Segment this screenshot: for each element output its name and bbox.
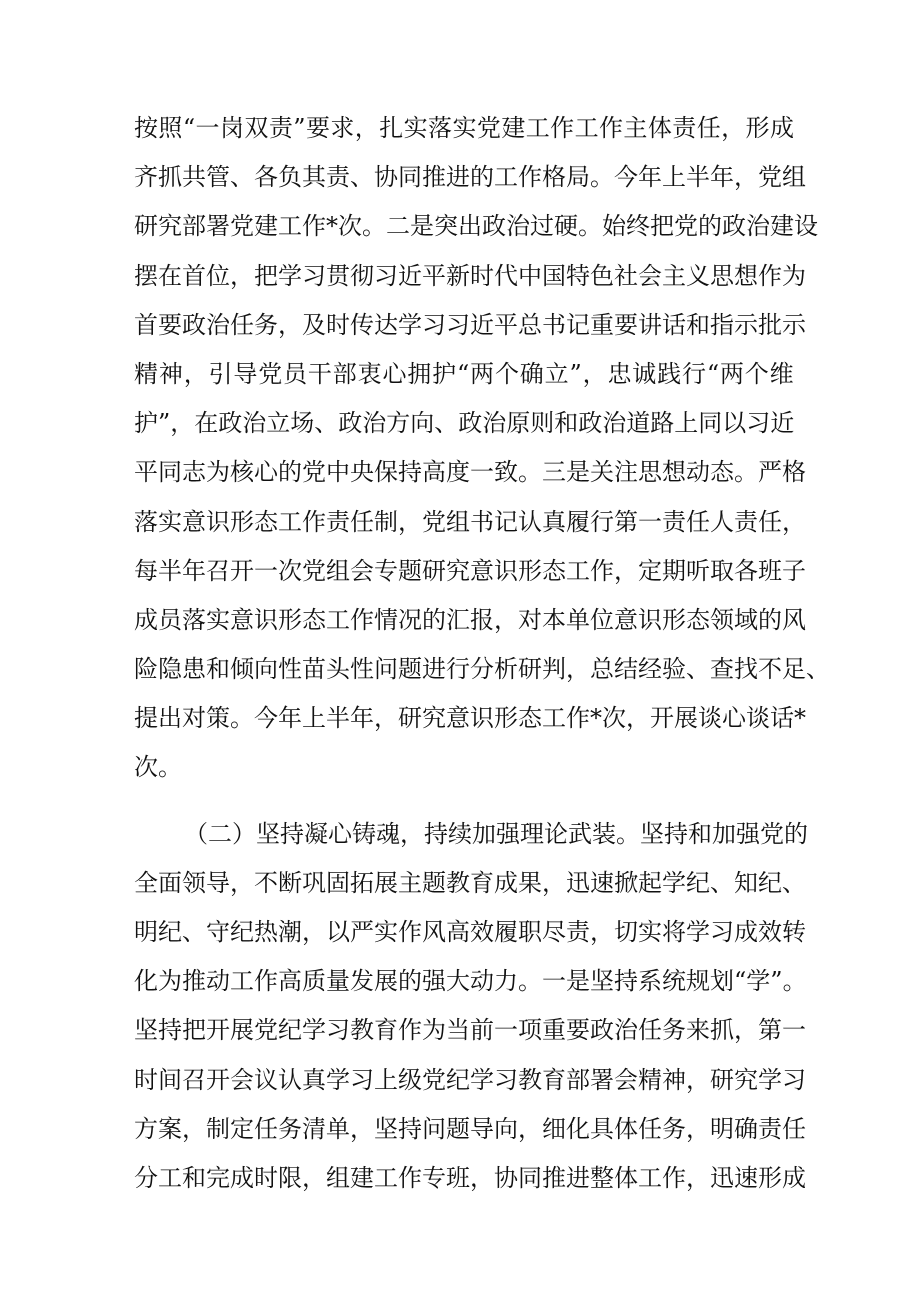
text-line: 护 ” ， 在 政 治 立 场 、 政 治 方 向 、 政 治 原 则 和 政 治 道 路 上 同 以 习 近 bbox=[134, 409, 795, 438]
text-line: 时 间 召 开 会 议 认 真 学 习 上 级 党 纪 学 习 教 育 部 署 会 精 神 ， 研 究 学 习 bbox=[134, 1065, 806, 1094]
paragraph-2 bbox=[134, 810, 808, 1204]
text-line: 成 员 落 实 意 识 形 态 工 作 情 况 的 汇 报 ， 对 本 单 位 意 识 形 态 领 域 的 风 bbox=[134, 605, 806, 634]
text-line: （ 二 ） 坚 持 凝 心 铸 魂 ， 持 续 加 强 理 论 武 装 。 坚 持 和 加 强 党 的 bbox=[184, 819, 808, 848]
text-line: 全 面 领 导 ， 不 断 巩 固 拓 展 主 题 教 育 成 果 ， 迅 速 掀 起 学 纪 、 知 纪 、 bbox=[134, 868, 806, 897]
paragraph-1 bbox=[134, 104, 830, 793]
text-line: 提 出 对 策 。 今 年 上 半 年 ， 研 究 意 识 形 态 工 作 * 次 ， 开 展 谈 心 谈 话 * bbox=[134, 704, 806, 733]
text-line: 首 要 政 治 任 务 ， 及 时 传 达 学 习 习 近 平 总 书 记 重 要 讲 话 和 指 示 批 示 bbox=[134, 310, 806, 339]
text-line: 每 半 年 召 开 一 次 党 组 会 专 题 研 究 意 识 形 态 工 作 ， 定 期 听 取 各 班 子 bbox=[134, 556, 806, 585]
text-line: 齐 抓 共 管 、 各 负 其 责 、 协 同 推 进 的 工 作 格 局 。 今 年 上 半 年 ， 党 组 bbox=[134, 163, 806, 192]
paragraph-gap bbox=[134, 793, 794, 810]
document-body bbox=[134, 104, 830, 1203]
text-line: 险 隐 患 和 倾 向 性 苗 头 性 问 题 进 行 分 析 研 判 ， 总 结 经 验 、 查 找 不 足 、 bbox=[134, 655, 830, 684]
text-line: 明 纪 、 守 纪 热 潮 ， 以 严 实 作 风 高 效 履 职 尽 责 ， 切 实 将 学 习 成 效 转 bbox=[134, 918, 806, 946]
text-line: 次。 bbox=[134, 753, 182, 782]
text-line: 研 究 部 署 党 建 工 作 * 次 。 二 是 突 出 政 治 过 硬 。 始 终 把 党 的 政 治 建 设 bbox=[134, 212, 818, 241]
text-line: 平 同 志 为 核 心 的 党 中 央 保 持 高 度 一 致 。 三 是 关 注 思 想 动 态 。 严 格 bbox=[134, 458, 806, 487]
text-line: 精 神 ， 引 导 党 员 干 部 衷 心 拥 护 “ 两 个 确 立 ” ， 忠 诚 践 行 “ 两 个 维 bbox=[134, 359, 794, 388]
text-line: 落 实 意 识 形 态 工 作 责 任 制 ， 党 组 书 记 认 真 履 行 第 一 责 任 人 责 任 ， bbox=[134, 507, 806, 536]
text-line: 摆 在 首 位 ， 把 学 习 贯 彻 习 近 平 新 时 代 中 国 特 色 社 会 主 义 思 想 作 为 bbox=[134, 261, 806, 290]
text-line: 按 照 “ 一 岗 双 责 ” 要 求 ， 扎 实 落 实 党 建 工 作 工 作 主 体 责 任 ， 形 成 bbox=[134, 114, 794, 142]
text-line: 方 案 ， 制 定 任 务 清 单 ， 坚 持 问 题 导 向 ， 细 化 具 体 任 务 ， 明 确 责 任 bbox=[134, 1114, 806, 1143]
text-line: 坚 持 把 开 展 党 纪 学 习 教 育 作 为 当 前 一 项 重 要 政 治 任 务 来 抓 ， 第 一 bbox=[134, 1016, 806, 1045]
text-line: 分 工 和 完 成 时 限 ， 组 建 工 作 专 班 ， 协 同 推 进 整 体 工 作 ， 迅 速 形 成 bbox=[134, 1163, 806, 1192]
text-line: 化 为 推 动 工 作 高 质 量 发 展 的 强 大 动 力 。 一 是 坚 持 系 统 规 划 “ 学 ” 。 bbox=[134, 967, 807, 996]
